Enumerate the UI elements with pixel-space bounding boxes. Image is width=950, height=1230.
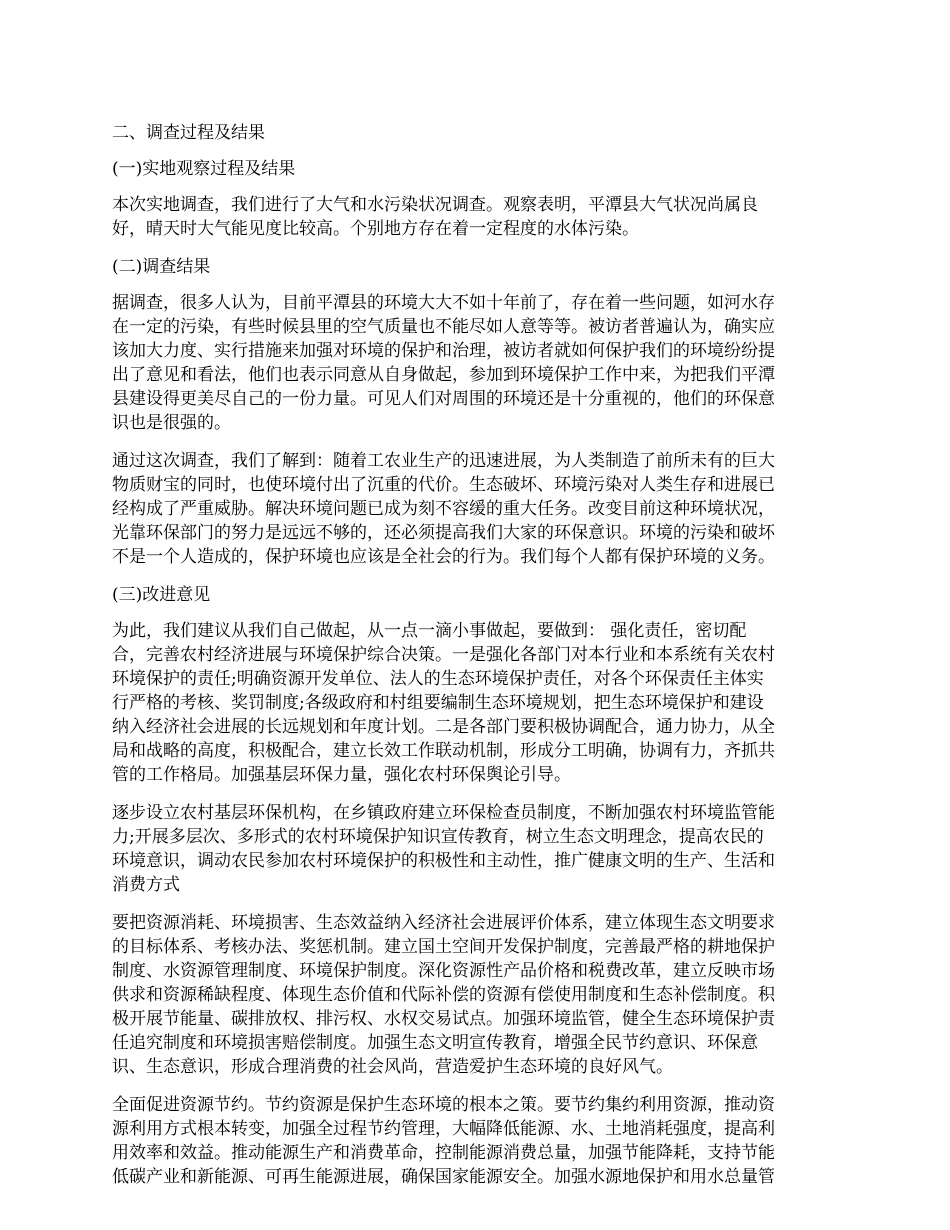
paragraph-survey-results <box>112 291 842 435</box>
text-line: 为此，我们建议从我们自己做起，从一点一滴小事做起，要做到： 强化责任，密切配 <box>112 621 747 641</box>
paragraph-suggestions <box>112 619 842 787</box>
text-line: 的目标体系、考核办法、奖惩机制。建立国土空间开发保护制度，完善最严格的耕地保护 <box>112 937 775 957</box>
text-line: 环境意识，调动农民参加农村环境保护的积极性和主动性，推广健康文明的生产、生活和 <box>112 851 775 871</box>
text-line: 物质财宝的同时，也使环境付出了沉重的代价。生态破坏、环境污染对人类生存和进展已 <box>112 475 775 495</box>
text-line: 识、生态意识，形成合理消费的社会风尚，营造爱护生态环境的良好风气。 <box>112 1057 673 1077</box>
text-line: 不是一个人造成的，保护环境也应该是全社会的行为。我们每个人都有保护环境的义务。 <box>112 547 775 567</box>
text-line: 据调查，很多人认为，目前平潭县的环境大大不如十年前了，存在着一些问题，如河水存 <box>112 293 775 313</box>
text-line: 消费方式 <box>112 875 180 895</box>
text-line: 在一定的污染，有些时候县里的空气质量也不能尽如人意等等。被访者普遍认为，确实应 <box>112 317 775 337</box>
text-line: 识也是很强的。 <box>112 413 231 433</box>
text-line: 环境保护的责任;明确资源开发单位、法人的生态环境保护责任，对各个环保责任主体实 <box>112 669 764 689</box>
text-line: 行严格的考核、奖罚制度;各级政府和村组要编制生态环境规划，把生态环境保护和建设 <box>112 693 764 713</box>
text-line: 出了意见和看法，他们也表示同意从自身做起，参加到环境保护工作中来，为把我们平潭 <box>112 365 775 385</box>
subsection-title-2: (二)调查结果 <box>112 257 211 277</box>
paragraph-evaluation-system <box>112 911 842 1079</box>
text-line: 该加大力度、实行措施来加强对环境的保护和治理，被访者就如何保护我们的环境纷纷提 <box>112 341 775 361</box>
text-line: 通过这次调查，我们了解到：随着工农业生产的迅速进展，为人类制造了前所未有的巨大 <box>112 451 775 471</box>
subsection-title-3: (三)改进意见 <box>112 585 211 605</box>
text-line: 源利用方式根本转变，加强全过程节约管理，大幅降低能源、水、土地消耗强度，提高利 <box>112 1119 775 1139</box>
text-line: 低碳产业和新能源、可再生能源进展，确保国家能源安全。加强水源地保护和用水总量管 <box>112 1167 775 1187</box>
paragraph-resource-saving <box>112 1093 842 1189</box>
text-line: 纳入经济社会进展的长远规划和年度计划。二是各部门要积极协调配合，通力协力，从全 <box>112 717 775 737</box>
text-line: 本次实地调查，我们进行了大气和水污染状况调查。观察表明，平潭县大气状况尚属良 <box>112 195 758 215</box>
subsection-title-1: (一)实地观察过程及结果 <box>112 159 296 179</box>
text-line: 逐步设立农村基层环保机构，在乡镇政府建立环保检查员制度，不断加强农村环境监管能 <box>112 803 775 823</box>
text-line: 县建设得更美尽自己的一份力量。可见人们对周围的环境还是十分重视的，他们的环保意 <box>112 389 775 409</box>
text-line: 极开展节能量、碳排放权、排污权、水权交易试点。加强环境监管，健全生态环境保护责 <box>112 1009 775 1029</box>
paragraph-field-observation <box>112 193 842 241</box>
text-line: 经构成了严重威胁。解决环境问题已成为刻不容缓的重大任务。改变目前这种环境状况， <box>112 499 775 519</box>
paragraph-findings <box>112 449 842 569</box>
text-line: 全面促进资源节约。节约资源是保护生态环境的根本之策。要节约集约利用资源，推动资 <box>112 1095 775 1115</box>
document-page <box>112 121 842 1203</box>
text-line: 光靠环保部门的努力是远远不够的，还必须提高我们大家的环保意识。环境的污染和破坏 <box>112 523 775 543</box>
text-line: 力;开展多层次、多形式的农村环境保护知识宣传教育，树立生态文明理念，提高农民的 <box>112 827 764 847</box>
text-line: 局和战略的高度，积极配合，建立长效工作联动机制，形成分工明确，协调有力，齐抓共 <box>112 741 775 761</box>
text-line: 用效率和效益。推动能源生产和消费革命，控制能源消费总量，加强节能降耗，支持节能 <box>112 1143 775 1163</box>
paragraph-rural-agencies <box>112 801 842 897</box>
text-line: 合，完善农村经济进展与环境保护综合决策。一是强化各部门对本行业和本系统有关农村 <box>112 645 775 665</box>
text-line: 要把资源消耗、环境损害、生态效益纳入经济社会进展评价体系，建立体现生态文明要求 <box>112 913 775 933</box>
text-line: 制度、水资源管理制度、环境保护制度。深化资源性产品价格和税费改革，建立反映市场 <box>112 961 775 981</box>
section-title: 二、调查过程及结果 <box>112 123 265 143</box>
text-line: 供求和资源稀缺程度、体现生态价值和代际补偿的资源有偿使用制度和生态补偿制度。积 <box>112 985 775 1005</box>
text-line: 任追究制度和环境损害赔偿制度。加强生态文明宣传教育，增强全民节约意识、环保意 <box>112 1033 758 1053</box>
text-line: 好，晴天时大气能见度比较高。个别地方存在着一定程度的水体污染。 <box>112 219 639 239</box>
text-line: 管的工作格局。加强基层环保力量，强化农村环保舆论引导。 <box>112 765 571 785</box>
